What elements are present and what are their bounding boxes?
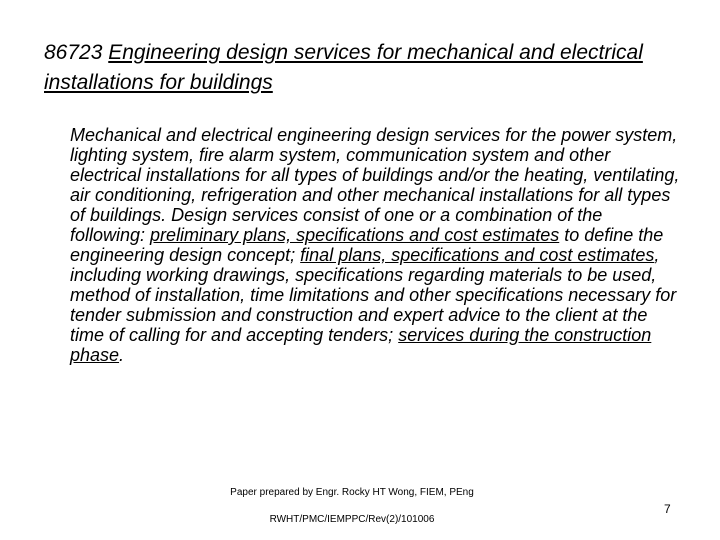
underlined-phrase-preliminary: preliminary plans, specifications and cost estimates	[150, 225, 560, 245]
footer-reference: RWHT/PMC/IEMPPC/Rev(2)/101006	[269, 514, 435, 525]
description-text-3: , including working drawings, specifications regarding materials to be used, method of installation, time limitations and other specifications necessary for tender submission and construction and expert advice to the client at the time of calling for and accepting tenders;	[70, 245, 677, 345]
description-text-4: .	[119, 345, 125, 365]
description-text-2: to define the engineering design concept;	[70, 225, 664, 265]
page-number: 7	[664, 502, 671, 516]
description-text-1: Mechanical and electrical engineering design services for the power system, lighting system, fire alarm system, communication system and other electrical installations for all types of buildings and/or the heating, ventilating, air conditioning, refrigeration and other mechanical installations for all types of buildings. Design services consist of one or a combination of the following:	[70, 125, 680, 245]
underlined-phrase-construction: services during the construction phase	[70, 325, 652, 365]
section-heading	[44, 38, 664, 98]
section-title: Engineering design services for mechanical and electrical installations for buildings	[44, 41, 643, 94]
section-code: 86723	[44, 41, 103, 64]
underlined-phrase-final: final plans, specifications and cost estimates	[300, 245, 655, 265]
footer-author: Paper prepared by Engr. Rocky HT Wong, FIEM, PEng	[230, 487, 474, 498]
section-description	[70, 125, 680, 365]
